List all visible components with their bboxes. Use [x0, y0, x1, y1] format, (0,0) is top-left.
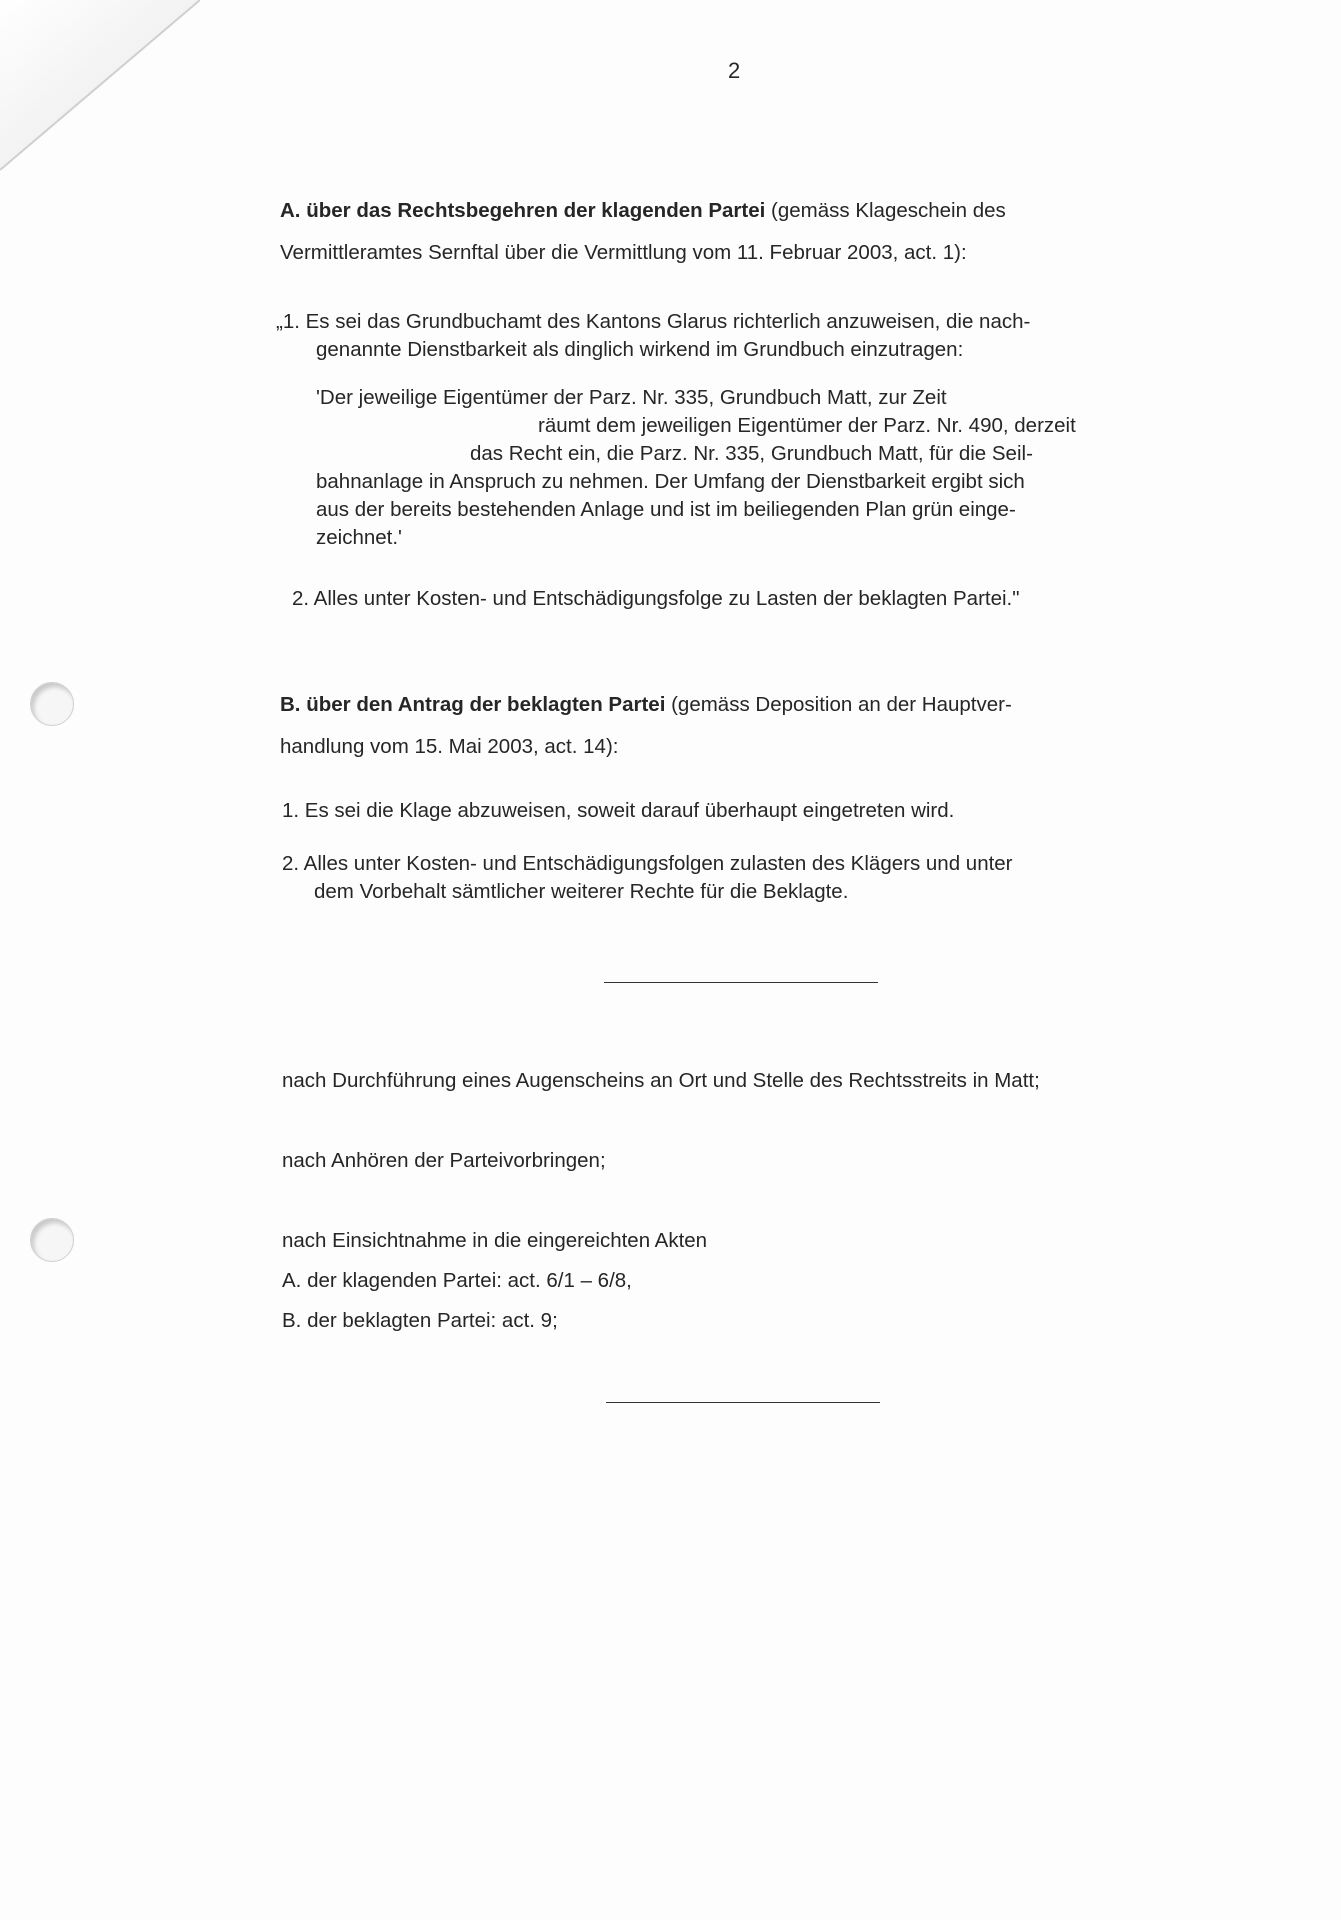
procedure-line4: A. der klagenden Partei: act. 6/1 – 6/8,	[282, 1269, 632, 1292]
quote-line5: aus der bereits bestehenden Anlage und ist im beiliegenden Plan grün einge-	[316, 498, 1016, 521]
section-b-heading	[280, 690, 1012, 719]
page-number: 2	[728, 58, 741, 83]
procedure-line2: nach Anhören der Parteivorbringen;	[282, 1149, 606, 1172]
section-a-item1-line2: genannte Dienstbarkeit als dinglich wirkend im Grundbuch einzutragen:	[316, 338, 964, 361]
section-b-item2-line1: 2. Alles unter Kosten- und Entschädigungsfolgen zulasten des Klägers und unter	[282, 852, 1013, 875]
section-b-heading-rest: (gemäss Deposition an der Hauptver-	[665, 693, 1012, 716]
section-a-heading-line2: Vermittleramtes Sernftal über die Vermittlung vom 11. Februar 2003, act. 1):	[280, 241, 967, 264]
section-a-heading-bold: A. über das Rechtsbegehren der klagenden Partei	[280, 199, 766, 222]
section-a-item1-line1: „1. Es sei das Grundbuchamt des Kantons Glarus richterlich anzuweisen, die nach-	[276, 310, 1031, 333]
servitude-quote	[316, 384, 1076, 552]
quote-line1: 'Der jeweilige Eigentümer der Parz. Nr. 335, Grundbuch Matt, zur Zeit	[316, 386, 947, 409]
separator-line-2	[606, 1402, 880, 1403]
section-b-heading-bold: B. über den Antrag der beklagten Partei	[280, 693, 666, 716]
section-a-heading	[280, 196, 1006, 225]
section-b-item2	[282, 850, 1013, 906]
procedure-line5: B. der beklagten Partei: act. 9;	[282, 1309, 558, 1332]
section-b-item1: 1. Es sei die Klage abzuweisen, soweit darauf überhaupt eingetreten wird.	[282, 799, 955, 822]
procedure-line3: nach Einsichtnahme in die eingereichten Akten	[282, 1229, 708, 1252]
quote-line4: bahnanlage in Anspruch zu nehmen. Der Umfang der Dienstbarkeit ergibt sich	[316, 470, 1025, 493]
quote-line2: räumt dem jeweiligen Eigentümer der Parz. Nr. 490, derzeit	[538, 414, 1076, 437]
quote-line3: das Recht ein, die Parz. Nr. 335, Grundbuch Matt, für die Seil-	[470, 442, 1033, 465]
section-a-item1	[276, 308, 1030, 364]
punch-hole-lower	[30, 1218, 74, 1262]
punch-hole-upper	[30, 682, 74, 726]
section-a-heading-rest: (gemäss Klageschein des	[765, 199, 1006, 222]
procedure-line1: nach Durchführung eines Augenscheins an Ort und Stelle des Rechtsstreits in Matt;	[282, 1069, 1040, 1092]
section-b-heading-line2: handlung vom 15. Mai 2003, act. 14):	[280, 735, 619, 758]
separator-line-1	[604, 982, 878, 983]
quote-line6: zeichnet.'	[316, 526, 402, 549]
section-b-item2-line2: dem Vorbehalt sämtlicher weiterer Rechte für die Beklagte.	[314, 880, 849, 903]
section-a-item2: 2. Alles unter Kosten- und Entschädigungsfolge zu Lasten der beklagten Partei."	[292, 587, 1020, 610]
folded-corner	[0, 0, 200, 180]
